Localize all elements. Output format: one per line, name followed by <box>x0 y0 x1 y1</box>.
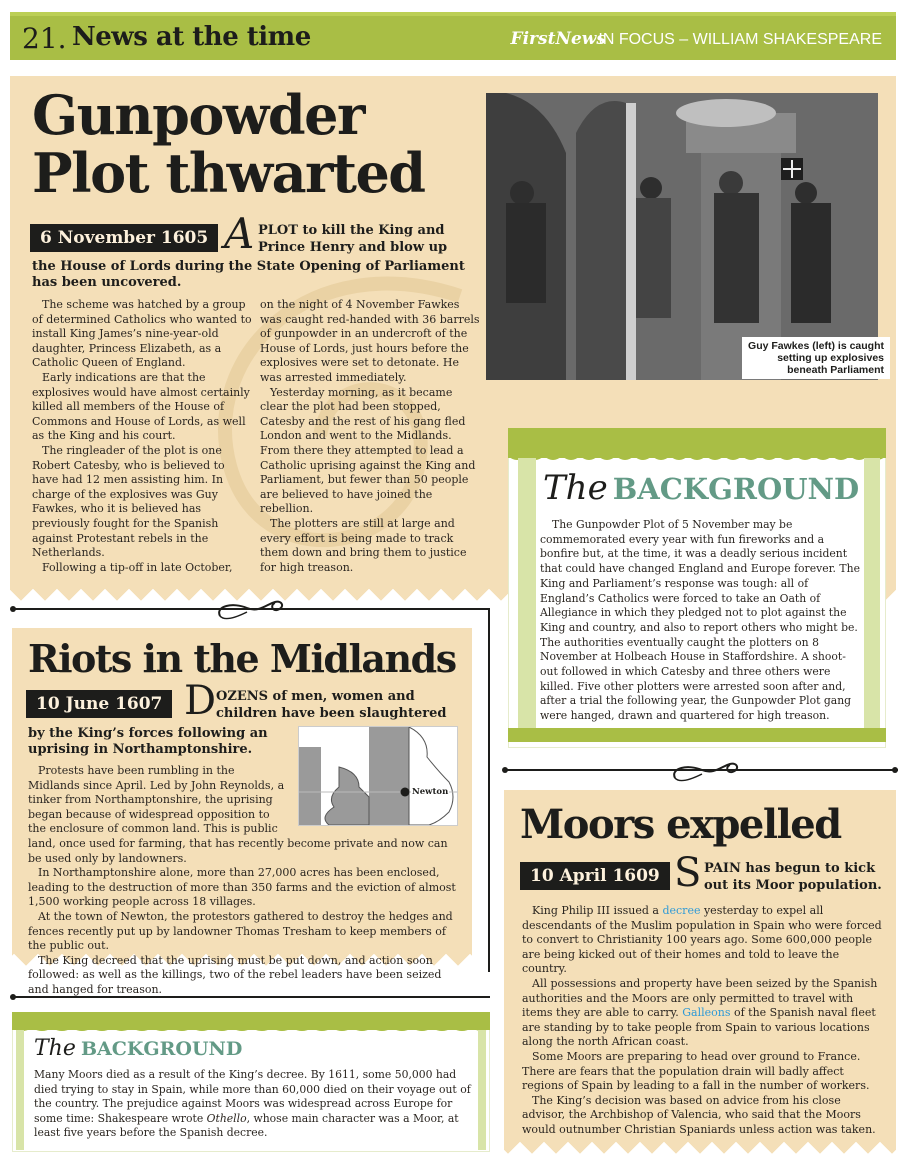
curtain-right-decoration <box>478 1030 486 1150</box>
background-title-word: BACKGROUND <box>80 1038 243 1060</box>
riots-body-flow <box>28 726 458 998</box>
paragraph: The scheme was hatched by a group of determined Catholics who wanted to install King James’s nine-year-old daughter, Princess Elizabeth, as a Catholic Queen of England. <box>32 298 252 370</box>
england-map-icon <box>299 727 457 825</box>
text-span: Many Moors died as a result of the King’s decree. By 1611, some 50,000 had died trying to stay in Spain, while more than 60,000 died on their voyage out of the country. The prejudice against Moors was widespread across Europe for some time: Shakespeare wrote <box>34 1068 471 1125</box>
riots-standfirst-top <box>216 688 446 722</box>
paragraph: Following a tip-off in late October, <box>42 560 233 574</box>
background-title-the: The <box>34 1036 76 1061</box>
background-moors-text <box>34 1068 474 1141</box>
gunpowder-standfirst-top <box>258 222 447 256</box>
paragraph: In Northamptonshire alone, more than 27,000 acres has been enclosed, leading to the destruction of more than 350 farms and the eviction of almost 1,500 working people across 18 villages. <box>28 866 456 909</box>
gunpowder-column-1 <box>32 298 252 575</box>
standfirst-line: by the King’s forces following an <box>28 726 268 741</box>
moors-body <box>522 904 884 1138</box>
curtain-right-decoration <box>864 458 880 728</box>
section-divider <box>12 996 490 998</box>
caption-line: beneath Parliament <box>787 364 884 376</box>
moors-date: 10 April 1609 <box>520 862 670 890</box>
background-text: The Gunpowder Plot of 5 November may be commemorated every year with fun fireworks and a bonfire but, at the time, it was a deadly serious incident that could have changed England and Europe forever. The King and Parliament’s response was tough: all of England’s Catholics were forced to take an Oath of Allegiance in which they pledged not to plot against the King and country, and also to report others who might be. The authorities eventually caught the plotters on 8 November at Holbeach House in Staffordshire. A shoot-out followed in which Catesby and three others were killed. Five other plotters were arrested soon after and, after a trial the following year, the Gunpowder Plot gang were hanged, drawn and quartered for high treason. <box>540 518 860 723</box>
standfirst-line: uprising in Northamptonshire. <box>28 742 253 757</box>
divider-dot <box>892 767 898 773</box>
standfirst-line-2: Prince Henry and blow up <box>258 240 448 255</box>
standfirst-line-1: PAIN has begun to kick <box>704 861 876 876</box>
caption-line: Guy Fawkes (left) is caught <box>748 340 884 352</box>
text-span: of the Spanish naval fleet are standing by to take people from Spain to various locations along the north African coast. <box>522 1006 876 1049</box>
text-span: King Philip III issued a <box>532 904 663 917</box>
standfirst-line-2: children have been slaughtered <box>216 706 447 721</box>
background-title-the: The <box>543 468 608 508</box>
flourish-ornament-icon <box>215 594 285 624</box>
paragraph: The King decreed that the uprising must be put down, and action soon followed: as well as the killings, two of the rebel leaders have been seized and hanged for treason. <box>28 953 442 996</box>
paragraph: Protests have been rumbling in the Midlands since April. Led by John Reynolds, a tinker from Northamptonshire, the uprising began because of widespread opposition to the enclosure of common land. This is public land, once used for farming, that has recently become private and now can be used only by landowners. <box>28 764 448 865</box>
background-title-word: BACKGROUND <box>612 472 860 506</box>
galleons-link[interactable]: Galleons <box>682 1006 731 1020</box>
section-title: News at the time <box>72 22 311 52</box>
paragraph <box>522 904 884 977</box>
background-title <box>34 1036 242 1061</box>
section-border <box>488 608 490 972</box>
map-label-newton: Newton <box>412 787 449 797</box>
curtain-left-decoration <box>16 1030 24 1150</box>
gunpowder-standfirst-rest: the House of Lords during the State Opening of Parliament has been uncovered. <box>32 259 465 290</box>
awning-bottom-decoration <box>508 728 886 742</box>
gunpowder-headline <box>32 83 482 205</box>
paragraph: Yesterday morning, as it became clear the plot had been stopped, Catesby and the rest of his gang fled London and went to the Midlands. From there they attempted to lead a Catholic uprising against the King and Parliament, but fewer than 50 people are believed to have joined the rebellion. <box>260 385 476 516</box>
page-header <box>10 12 896 60</box>
gunpowder-column-2 <box>260 298 482 575</box>
text-span: yesterday to expel all descendants of the Muslim population in Spain who were forced to convert to Christianity 100 years ago. Some 600,000 people are being kicked out of their homes and told to leave the country. <box>522 904 882 976</box>
awning-scallop-icon <box>12 1028 490 1034</box>
riots-date: 10 June 1607 <box>26 690 172 718</box>
headline-line-1: Gunpowder <box>32 83 364 147</box>
newton-map <box>298 726 458 826</box>
decree-link[interactable]: decree <box>662 904 701 917</box>
standfirst-line-2: out its Moor population. <box>704 878 882 893</box>
paragraph: The King’s decision was based on advice from his close advisor, the Archbishop of Valencia, who said that the Moors would outnumber Christian Spaniards unless action was taken. <box>522 1093 876 1136</box>
paragraph: on the night of 4 November Fawkes was caught red-handed with 36 barrels of gunpowder in an undercroft of the House of Lords, just hours before the explosives were set to detonate. He was arrested immediately. <box>260 298 480 384</box>
caption-line: setting up explosives <box>777 352 884 364</box>
paragraph: Early indications are that the explosives would have almost certainly killed all members of the House of Commons and House of Lords, as well as the King and his court. <box>32 370 250 443</box>
focus-label: IN FOCUS – WILLIAM SHAKESPEARE <box>598 31 882 48</box>
riots-drop-cap: D <box>184 678 217 724</box>
riots-headline: Riots in the Midlands <box>28 636 456 681</box>
awning-decoration <box>508 428 886 458</box>
moors-standfirst <box>704 860 882 894</box>
brand-logo: FirstNews <box>510 29 606 49</box>
othello-title: Othello <box>206 1111 247 1125</box>
moors-drop-cap: S <box>674 850 702 896</box>
gunpowder-drop-cap: A <box>224 209 255 258</box>
paragraph: At the town of Newton, the protestors gathered to destroy the hedges and fences recently put up by landowner Thomas Tresham to keep members of the public out. <box>28 909 453 953</box>
page-number: 21. <box>22 22 67 55</box>
photo-caption <box>742 337 890 379</box>
paragraph <box>522 977 884 1050</box>
moors-headline: Moors expelled <box>520 801 841 848</box>
standfirst-line-1: PLOT to kill the King and <box>258 223 445 238</box>
headline-line-2: Plot thwarted <box>32 141 425 205</box>
curtain-left-decoration <box>518 458 536 728</box>
standfirst-line-1: OZENS of men, women and <box>216 689 415 704</box>
gunpowder-date: 6 November 1605 <box>30 224 218 252</box>
paragraph: The ringleader of the plot is one Robert Catesby, who is believed to have had 12 men assisting him. In charge of the explosives was Guy Fawkes, who it is believed has previously fought for the Spanish against Protestant rebels in the Netherlands. <box>32 443 225 560</box>
paragraph: Some Moors are preparing to head over ground to France. There are fears that the population drain will badly affect regions of Spain by leading to a fall in the number of workers. <box>522 1049 870 1093</box>
flourish-ornament-icon <box>670 756 740 786</box>
paragraph: The plotters are still at large and every effort is being made to track them down and bring them to justice for high treason. <box>260 516 467 574</box>
awning-scallop-icon <box>508 456 886 464</box>
background-title <box>543 468 859 508</box>
text-span: All possessions and property have been seized by the Spanish authorities and the Moors are only permitted to travel with items they are able to carry. <box>522 976 878 1020</box>
text-span: , whose main character was a Moor, at least five years before the Spanish decree. <box>34 1111 459 1140</box>
